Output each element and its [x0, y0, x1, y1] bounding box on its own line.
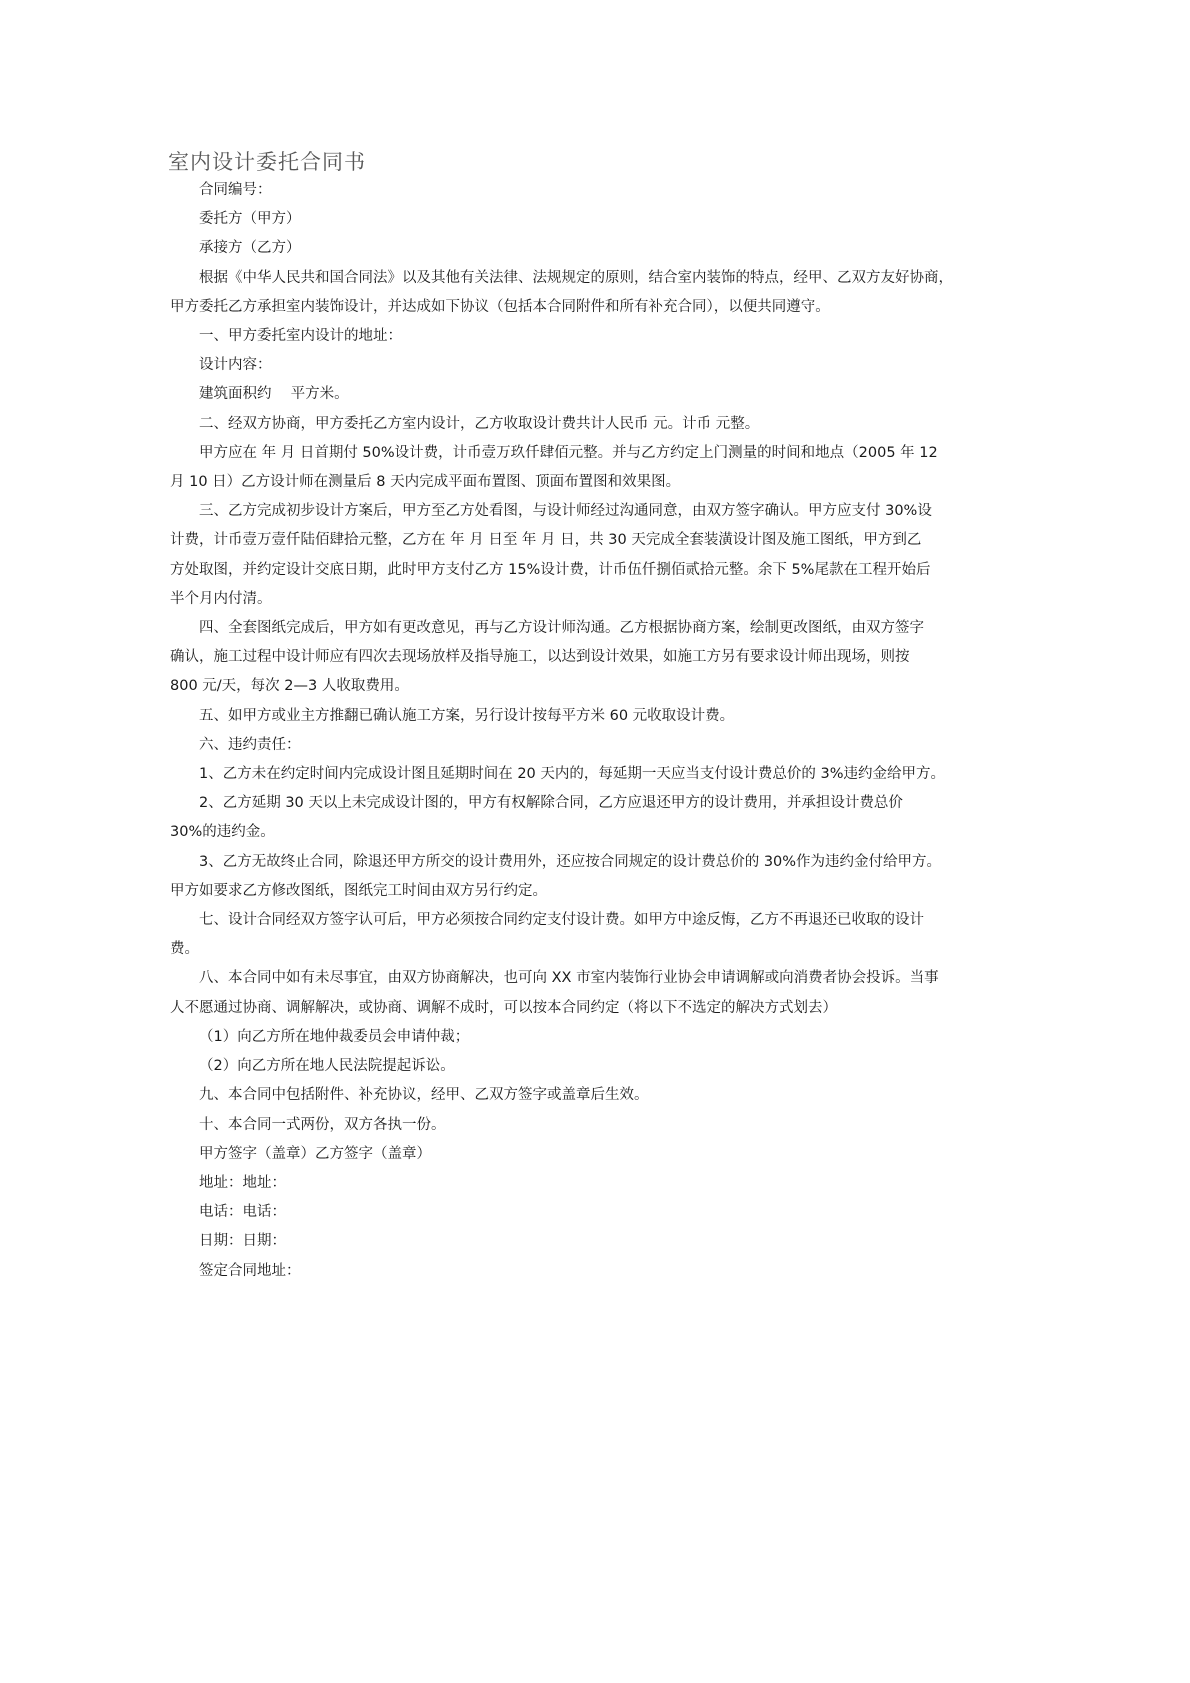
paragraph-line-first: 八、本合同中如有未尽事宜，由双方协商解决，也可向 XX 市室内装饰行业协会申请调解或向消费者协会投诉。当事 [199, 970, 939, 987]
paragraph-line-first: 五、如甲方或业主方推翻已确认施工方案，另行设计按每平方米 60 元收取设计费。 [199, 707, 735, 724]
paragraph-line-first: 委托方（甲方） [199, 211, 301, 228]
paragraph-line-first: 1、乙方未在约定时间内完成设计图且延期时间在 20 天内的，每延期一天应当支付设计费总价的 3%违约金给甲方。 [199, 766, 946, 783]
paragraph-line-first: 根据《中华人民共和国合同法》以及其他有关法律、法规规定的原则，结合室内装饰的特点，经甲、乙双方友好协商， [199, 269, 953, 286]
paragraph [170, 205, 1020, 234]
paragraph [170, 760, 1020, 789]
paragraph-line-first: 四、全套图纸完成后，甲方如有更改意见，再与乙方设计师沟通。乙方根据协商方案，绘制更改图纸，由双方签字 [199, 620, 924, 637]
paragraph-line-first: 3、乙方无故终止合同，除退还甲方所交的设计费用外，还应按合同规定的设计费总价的 30%作为违约金付给甲方。 [199, 853, 942, 870]
paragraph [170, 1198, 1020, 1227]
paragraph [170, 1257, 1020, 1286]
paragraph [170, 1023, 1020, 1052]
paragraph-line-continued: 月 10 日）乙方设计师在测量后 8 天内完成平面布置图、顶面布置图和效果图。 [170, 474, 681, 491]
paragraph [170, 906, 1020, 964]
paragraph-line-continued: 甲方如要求乙方修改图纸，图纸完工时间由双方另行约定。 [170, 882, 547, 899]
paragraph [170, 789, 1020, 847]
paragraph [170, 410, 1020, 439]
paragraph [170, 964, 1020, 1022]
paragraph-line-continued: 费。 [170, 941, 199, 958]
paragraph-line-first: 合同编号： [199, 182, 272, 198]
paragraph-line-first: 地址：地址： [199, 1174, 286, 1191]
paragraph-line-first: （1）向乙方所在地仲裁委员会申请仲裁； [199, 1028, 470, 1045]
paragraph-line-first: 电话：电话： [199, 1204, 286, 1221]
paragraph-line-continued: 确认，施工过程中设计师应有四次去现场放样及指导施工，以达到设计效果，如施工方另有要求设计师出现场，则按 [170, 649, 910, 666]
paragraph-line-continued: 800 元/天，每次 2—3 人收取费用。 [170, 678, 409, 695]
paragraph-line-first: 甲方签字（盖章）乙方签字（盖章） [199, 1145, 431, 1162]
document-title: 室内设计委托合同书 [168, 150, 366, 174]
document-body [170, 176, 1020, 1286]
paragraph-line-continued: 计费，计币壹万壹仟陆佰肆拾元整，乙方在 年 月 日至 年 月 日，共 30 天完成全套装潢设计图及施工图纸，甲方到乙 [170, 532, 922, 549]
paragraph [170, 1140, 1020, 1169]
paragraph [170, 322, 1020, 351]
paragraph-line-first: 甲方应在 年 月 日首期付 50%设计费，计币壹万玖仟肆佰元整。并与乙方约定上门测量的时间和地点（2005 年 12 [199, 444, 938, 461]
paragraph-line-continued: 半个月内付清。 [170, 590, 272, 607]
paragraph-line-first: （2）向乙方所在地人民法院提起诉讼。 [199, 1058, 455, 1075]
paragraph-line-first: 设计内容： [199, 357, 272, 374]
paragraph-line-first: 七、设计合同经双方签字认可后，甲方必须按合同约定支付设计费。如甲方中途反悔，乙方不再退还已收取的设计 [199, 912, 924, 929]
paragraph [170, 614, 1020, 702]
paragraph-line-first: 十、本合同一式两份，双方各执一份。 [199, 1116, 446, 1133]
paragraph-line-first: 二、经双方协商，甲方委托乙方室内设计，乙方收取设计费共计人民币 元。计币 元整。 [199, 415, 760, 432]
paragraph-line-first: 签定合同地址： [199, 1262, 301, 1279]
paragraph-line-first: 三、乙方完成初步设计方案后，甲方至乙方处看图，与设计师经过沟通同意，由双方签字确认。甲方应支付 30%设 [199, 503, 932, 520]
paragraph-line-continued: 人不愿通过协商、调解解决，或协商、调解不成时，可以按本合同约定（将以下不选定的解决方式划去） [170, 999, 837, 1016]
paragraph [170, 1169, 1020, 1198]
paragraph [170, 380, 1020, 409]
paragraph [170, 439, 1020, 497]
paragraph-line-first: 六、违约责任： [199, 736, 301, 753]
paragraph-line-continued: 方处取图，并约定设计交底日期，此时甲方支付乙方 15%设计费，计币伍仟捌佰贰拾元整。余下 5%尾款在工程开始后 [170, 561, 931, 578]
paragraph-line-first: 一、甲方委托室内设计的地址： [199, 328, 402, 345]
paragraph [170, 234, 1020, 263]
paragraph [170, 351, 1020, 380]
paragraph-line-continued: 30%的违约金。 [170, 824, 275, 841]
paragraph [170, 176, 1020, 205]
paragraph-line-continued: 甲方委托乙方承担室内装饰设计，并达成如下协议（包括本合同附件和所有补充合同），以便共同遵守。 [170, 298, 830, 315]
paragraph-line-first: 日期：日期： [199, 1233, 286, 1250]
paragraph [170, 1227, 1020, 1256]
paragraph-line-first: 九、本合同中包括附件、补充协议，经甲、乙双方签字或盖章后生效。 [199, 1087, 649, 1104]
paragraph [170, 1052, 1020, 1081]
paragraph [170, 497, 1020, 614]
paragraph [170, 731, 1020, 760]
paragraph [170, 702, 1020, 731]
paragraph-line-first: 承接方（乙方） [199, 240, 301, 257]
paragraph [170, 1081, 1020, 1110]
paragraph [170, 1111, 1020, 1140]
paragraph [170, 848, 1020, 906]
paragraph-line-first: 建筑面积约 平方米。 [199, 386, 349, 403]
paragraph [170, 264, 1020, 322]
paragraph-line-first: 2、乙方延期 30 天以上未完成设计图的，甲方有权解除合同，乙方应退还甲方的设计费用，并承担设计费总价 [199, 795, 903, 812]
